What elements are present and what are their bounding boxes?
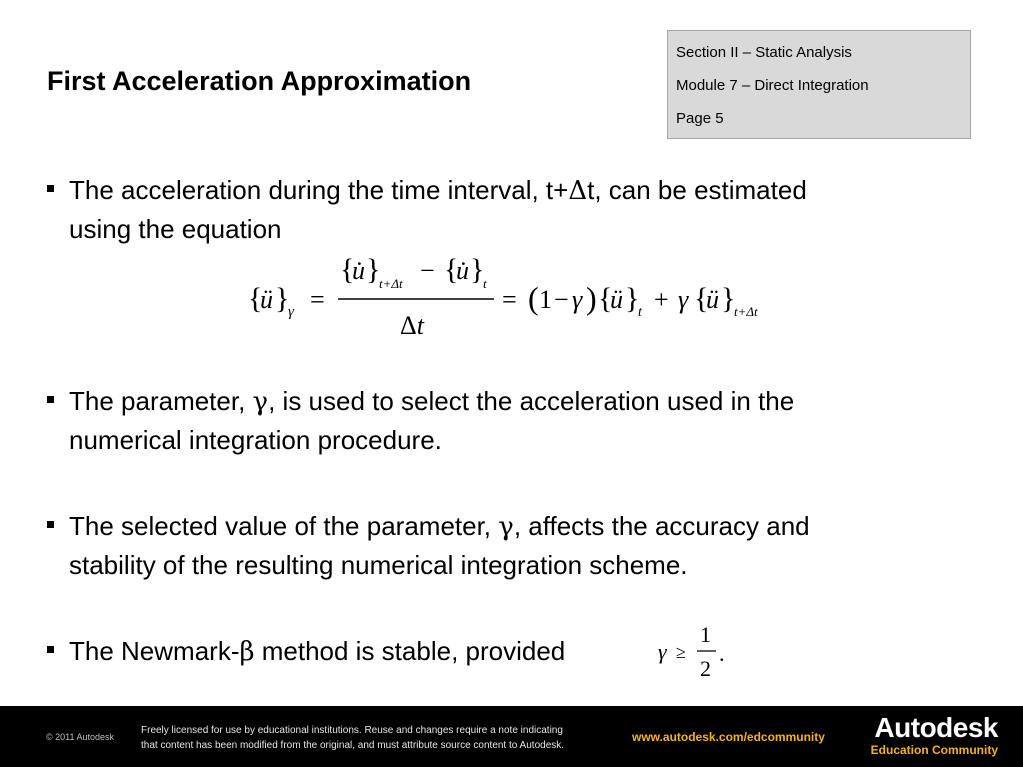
minus-sign-2: − — [554, 285, 569, 314]
num-brace-close-1: } — [366, 253, 381, 286]
minus-sign: − — [420, 256, 435, 285]
half-denominator: 2 — [700, 656, 711, 681]
num-brace-open-2: { — [444, 253, 459, 286]
num-brace-open-1: { — [340, 253, 355, 286]
section-label: Section II – Static Analysis — [676, 44, 852, 61]
community-link[interactable]: www.autodesk.com/edcommunity — [632, 730, 825, 744]
acceleration-equation — [248, 252, 788, 342]
plus-sign: + — [654, 285, 669, 314]
half-numerator: 1 — [700, 622, 711, 647]
subscript-t: t — [638, 305, 642, 320]
subscript-t-dt: t+Δt — [734, 304, 758, 319]
brace-open-3: { — [598, 282, 613, 315]
brace-close-3: } — [625, 282, 640, 315]
num-subscript-1: t+Δt — [379, 276, 403, 291]
greater-equal: ≥ — [676, 642, 686, 662]
bullet-gamma-accuracy — [47, 507, 927, 584]
paren-close: ) — [586, 280, 597, 316]
bullet-acceleration-estimate — [47, 171, 927, 248]
bullet-marker — [47, 646, 54, 653]
lhs-subscript: γ — [288, 304, 294, 320]
gamma-1: γ — [572, 285, 583, 314]
bullet-marker — [47, 396, 54, 403]
brace-close: } — [275, 282, 290, 315]
gamma-2: γ — [678, 285, 689, 314]
one: 1 — [539, 285, 552, 314]
stability-condition — [656, 620, 728, 682]
equals-sign-1: = — [310, 285, 325, 314]
equals-sign-2: = — [502, 285, 517, 314]
autodesk-logo: Autodesk Education Community — [870, 712, 998, 757]
acc-variable-t: ü — [610, 285, 623, 314]
brace-close-4: } — [721, 282, 736, 315]
num-subscript-2: t — [483, 276, 487, 291]
gamma-symbol: γ — [658, 639, 667, 664]
num-variable-2: u̇ — [456, 256, 469, 285]
bullet-gamma-parameter — [47, 382, 927, 459]
footer-bar — [0, 706, 1023, 767]
section-info-box — [667, 30, 971, 139]
lhs-variable: ü — [260, 285, 273, 314]
slide-title: First Acceleration Approximation — [47, 66, 472, 96]
brace-open: { — [248, 282, 263, 315]
page-label: Page 5 — [676, 110, 724, 127]
bullet-text: The acceleration during the time interval, t+Δt, can be estimated using the equation — [69, 175, 807, 244]
bullet-text: The parameter, γ, is used to select the acceleration used in the numerical integration procedure. — [69, 386, 795, 455]
num-variable-1: u̇ — [352, 256, 365, 285]
paren-open: ( — [528, 280, 539, 316]
denominator: Δt — [400, 311, 424, 340]
bullet-newmark-stability — [47, 632, 927, 671]
period: . — [719, 641, 725, 666]
bullet-text: The Newmark-β method is stable, provided — [69, 636, 566, 667]
brace-open-4: { — [694, 282, 709, 315]
copyright: © 2011 Autodesk — [46, 732, 115, 742]
acc-variable-tdt: ü — [706, 285, 719, 314]
bullet-text: The selected value of the parameter, γ, affects the accuracy and stability of the resulting numerical integration scheme. — [69, 511, 810, 580]
num-brace-close-2: } — [470, 253, 485, 286]
bullet-marker — [47, 185, 54, 192]
bullet-marker — [47, 521, 54, 528]
license-notice: Freely licensed for use by educational institutions. Reuse and changes require a note indicating that content has been modified from the original, and must attribute source content to Autodesk. — [141, 725, 565, 751]
module-label: Module 7 – Direct Integration — [676, 77, 869, 94]
